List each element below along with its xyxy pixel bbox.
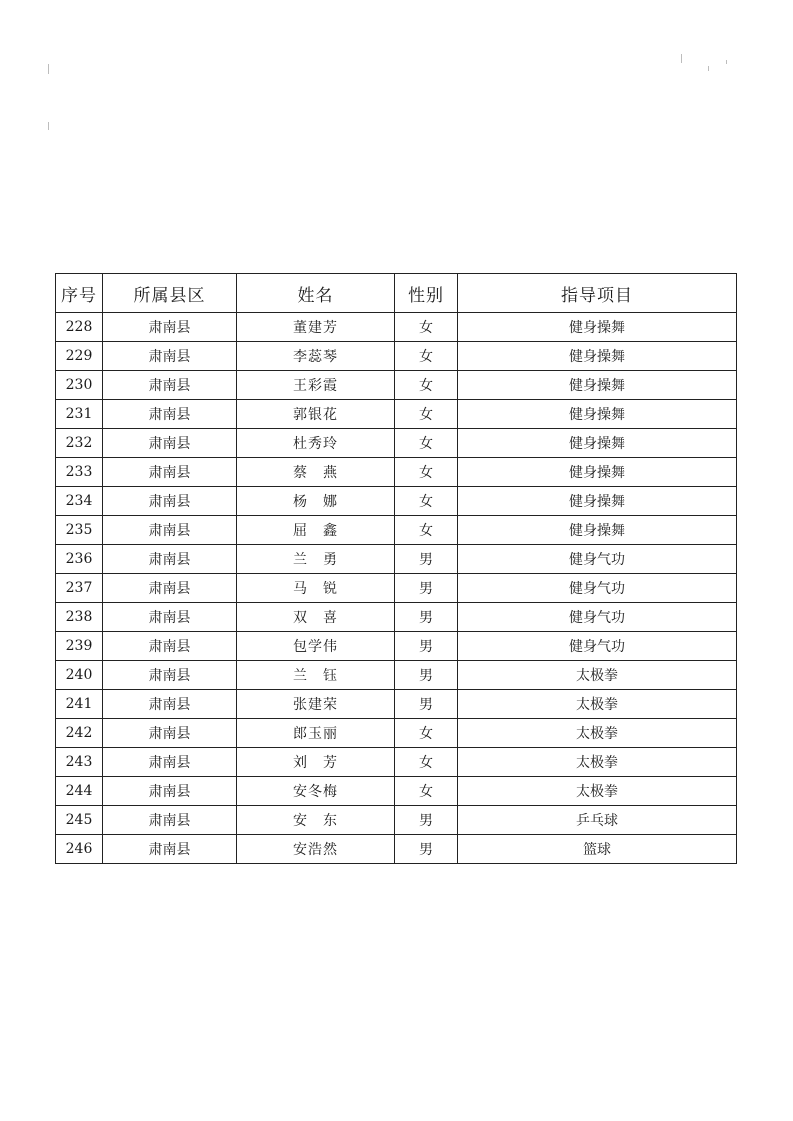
header-county: 所属县区 [103, 274, 237, 313]
row-county: 肃南县 [103, 835, 237, 864]
row-project: 太极拳 [458, 777, 737, 806]
table-row [56, 777, 737, 806]
row-name: 郭银花 [237, 400, 395, 429]
table-row [56, 574, 737, 603]
row-gender: 男 [395, 806, 458, 835]
row-county: 肃南县 [103, 342, 237, 371]
row-gender: 女 [395, 371, 458, 400]
row-gender: 女 [395, 429, 458, 458]
table-row [56, 835, 737, 864]
row-project: 健身操舞 [458, 429, 737, 458]
row-gender: 女 [395, 516, 458, 545]
row-number: 233 [56, 458, 103, 487]
row-gender: 男 [395, 574, 458, 603]
scan-artifact [681, 54, 682, 63]
table-row [56, 429, 737, 458]
scan-artifact [48, 122, 49, 130]
row-number: 237 [56, 574, 103, 603]
row-name: 刘 芳 [237, 748, 395, 777]
row-name: 李蕊琴 [237, 342, 395, 371]
scan-artifact [726, 60, 727, 64]
header-no: 序号 [56, 274, 103, 313]
row-name: 张建荣 [237, 690, 395, 719]
row-project: 健身操舞 [458, 400, 737, 429]
row-project: 健身气功 [458, 632, 737, 661]
row-county: 肃南县 [103, 545, 237, 574]
row-county: 肃南县 [103, 371, 237, 400]
row-project: 健身操舞 [458, 371, 737, 400]
row-gender: 女 [395, 748, 458, 777]
row-name: 杨 娜 [237, 487, 395, 516]
header-row [56, 274, 737, 313]
row-gender: 男 [395, 835, 458, 864]
row-number: 246 [56, 835, 103, 864]
row-gender: 女 [395, 400, 458, 429]
row-county: 肃南县 [103, 719, 237, 748]
table-row [56, 603, 737, 632]
instructor-roster-table [55, 273, 737, 864]
row-number: 238 [56, 603, 103, 632]
row-county: 肃南县 [103, 400, 237, 429]
table-row [56, 748, 737, 777]
row-gender: 女 [395, 458, 458, 487]
row-name: 杜秀玲 [237, 429, 395, 458]
row-number: 236 [56, 545, 103, 574]
row-gender: 女 [395, 342, 458, 371]
row-gender: 男 [395, 661, 458, 690]
row-county: 肃南县 [103, 603, 237, 632]
row-name: 王彩霞 [237, 371, 395, 400]
row-county: 肃南县 [103, 313, 237, 342]
table-row [56, 690, 737, 719]
row-project: 健身操舞 [458, 458, 737, 487]
row-county: 肃南县 [103, 516, 237, 545]
table-row [56, 342, 737, 371]
table-row [56, 313, 737, 342]
row-name: 安浩然 [237, 835, 395, 864]
row-project: 健身操舞 [458, 487, 737, 516]
row-number: 245 [56, 806, 103, 835]
row-number: 228 [56, 313, 103, 342]
row-name: 董建芳 [237, 313, 395, 342]
row-name: 安 东 [237, 806, 395, 835]
row-number: 234 [56, 487, 103, 516]
table-row [56, 458, 737, 487]
row-number: 240 [56, 661, 103, 690]
table-row [56, 806, 737, 835]
row-name: 兰 勇 [237, 545, 395, 574]
row-county: 肃南县 [103, 574, 237, 603]
row-project: 健身操舞 [458, 342, 737, 371]
row-gender: 男 [395, 690, 458, 719]
table-row [56, 545, 737, 574]
row-county: 肃南县 [103, 458, 237, 487]
row-county: 肃南县 [103, 487, 237, 516]
row-number: 244 [56, 777, 103, 806]
row-gender: 男 [395, 603, 458, 632]
row-name: 郎玉丽 [237, 719, 395, 748]
row-project: 太极拳 [458, 719, 737, 748]
scan-artifact [708, 66, 709, 71]
row-project: 篮球 [458, 835, 737, 864]
row-county: 肃南县 [103, 748, 237, 777]
row-name: 兰 钰 [237, 661, 395, 690]
row-project: 太极拳 [458, 661, 737, 690]
row-county: 肃南县 [103, 661, 237, 690]
row-number: 243 [56, 748, 103, 777]
row-gender: 男 [395, 545, 458, 574]
row-county: 肃南县 [103, 429, 237, 458]
row-project: 健身操舞 [458, 516, 737, 545]
row-county: 肃南县 [103, 806, 237, 835]
table-row [56, 516, 737, 545]
table-row [56, 632, 737, 661]
row-number: 230 [56, 371, 103, 400]
row-number: 232 [56, 429, 103, 458]
row-number: 235 [56, 516, 103, 545]
table-row [56, 661, 737, 690]
row-number: 231 [56, 400, 103, 429]
row-gender: 男 [395, 632, 458, 661]
header-project: 指导项目 [458, 274, 737, 313]
row-gender: 女 [395, 313, 458, 342]
row-county: 肃南县 [103, 690, 237, 719]
row-name: 安冬梅 [237, 777, 395, 806]
table-row [56, 719, 737, 748]
row-project: 健身操舞 [458, 313, 737, 342]
row-name: 蔡 燕 [237, 458, 395, 487]
row-name: 包学伟 [237, 632, 395, 661]
row-project: 太极拳 [458, 690, 737, 719]
row-number: 242 [56, 719, 103, 748]
row-number: 239 [56, 632, 103, 661]
header-name: 姓名 [237, 274, 395, 313]
table-row [56, 371, 737, 400]
table-row [56, 400, 737, 429]
row-number: 241 [56, 690, 103, 719]
row-gender: 女 [395, 777, 458, 806]
row-project: 太极拳 [458, 748, 737, 777]
row-project: 乒乓球 [458, 806, 737, 835]
row-gender: 女 [395, 719, 458, 748]
row-project: 健身气功 [458, 574, 737, 603]
row-name: 马 锐 [237, 574, 395, 603]
row-name: 双 喜 [237, 603, 395, 632]
header-gender: 性别 [395, 274, 458, 313]
row-project: 健身气功 [458, 603, 737, 632]
row-project: 健身气功 [458, 545, 737, 574]
row-county: 肃南县 [103, 632, 237, 661]
table-row [56, 487, 737, 516]
row-county: 肃南县 [103, 777, 237, 806]
scan-artifact [48, 64, 49, 74]
row-gender: 女 [395, 487, 458, 516]
row-name: 屈 鑫 [237, 516, 395, 545]
row-number: 229 [56, 342, 103, 371]
